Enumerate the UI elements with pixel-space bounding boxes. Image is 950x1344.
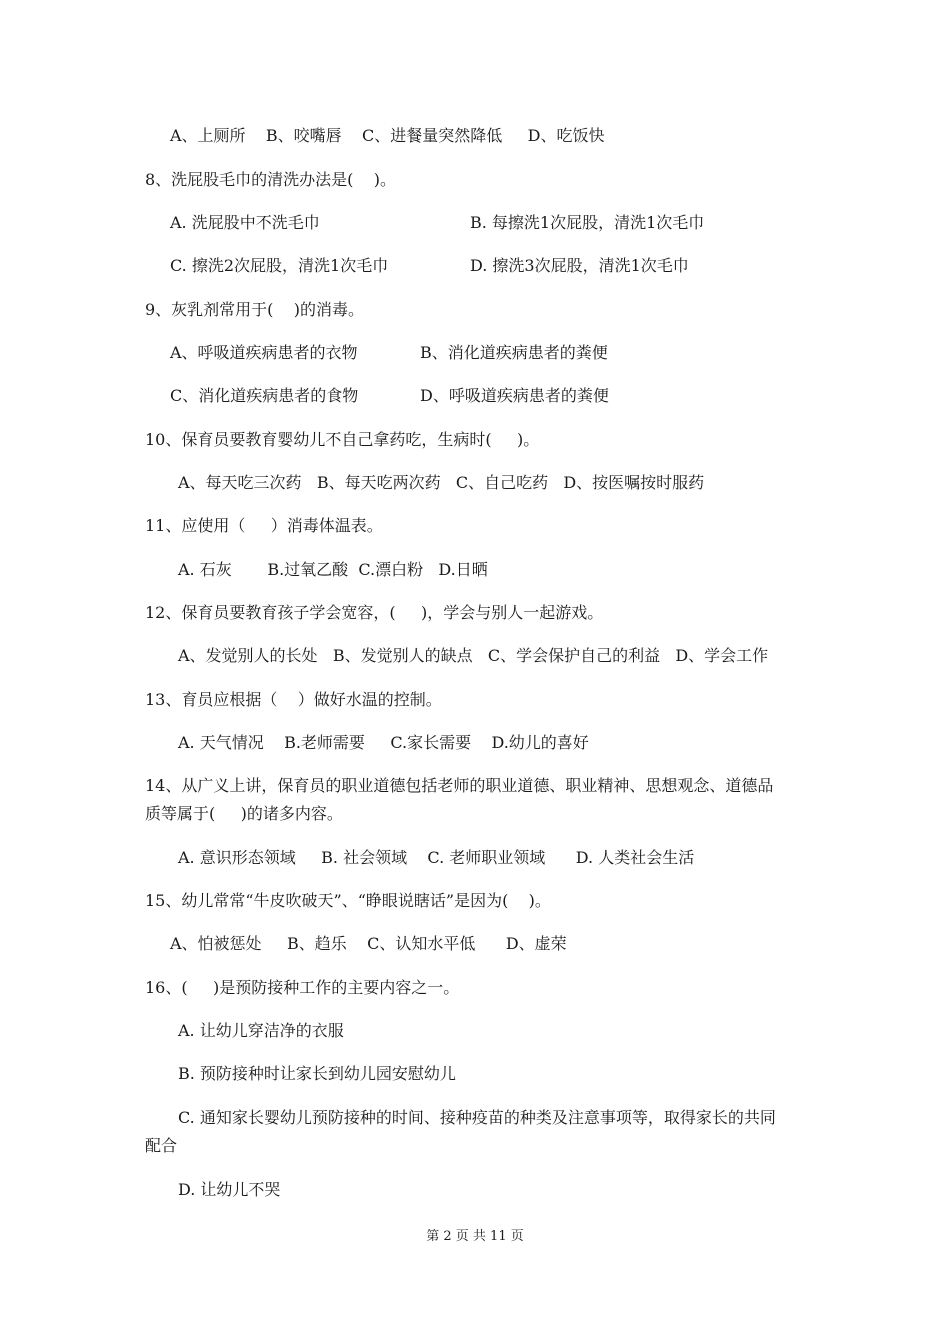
q8-option-b: B. 每擦洗1次屁股，清洗1次毛巾	[470, 213, 705, 232]
q11-question: 11、应使用（ ）消毒体温表。	[145, 516, 383, 535]
q13-question: 13、育员应根据（ ）做好水温的控制。	[145, 690, 442, 709]
q9-question: 9、灰乳剂常用于( )的消毒。	[145, 300, 365, 319]
q14-options: A. 意识形态领域 B. 社会领域 C. 老师职业领域 D. 人类社会生活	[178, 848, 695, 867]
q12-options: A、发觉别人的长处 B、发觉别人的缺点 C、学会保护自己的利益 D、学会工作	[178, 646, 769, 665]
q15-options: A、怕被惩处 B、趋乐 C、认知水平低 D、虚荣	[170, 934, 567, 953]
q16-option-c-line1: C. 通知家长婴幼儿预防接种的时间、接种疫苗的种类及注意事项等，取得家长的共同	[178, 1108, 776, 1127]
page-number: 第 2 页 共 11 页	[426, 1229, 524, 1244]
q16-option-c-line2: 配合	[145, 1136, 178, 1155]
q8-option-c: C. 擦洗2次屁股，清洗1次毛巾	[170, 256, 389, 275]
q9-option-d: D、呼吸道疾病患者的粪便	[420, 386, 609, 405]
q9-option-c: C、消化道疾病患者的食物	[170, 386, 359, 405]
q16-option-a: A. 让幼儿穿洁净的衣服	[178, 1021, 344, 1040]
q15-question: 15、幼儿常常“牛皮吹破天”、“睁眼说瞎话”是因为( )。	[145, 891, 551, 910]
q10-options: A、每天吃三次药 B、每天吃两次药 C、自己吃药 D、按医嘱按时服药	[178, 473, 705, 492]
q8-option-a: A. 洗屁股中不洗毛巾	[170, 213, 320, 232]
q16-question: 16、( )是预防接种工作的主要内容之一。	[145, 978, 460, 997]
q9-option-a: A、呼吸道疾病患者的衣物	[170, 343, 358, 362]
q10-question: 10、保育员要教育婴幼儿不自己拿药吃，生病时( )。	[145, 430, 540, 449]
q9-option-b: B、消化道疾病患者的粪便	[420, 343, 608, 362]
q11-options: A. 石灰 B.过氧乙酸 C.漂白粉 D.日晒	[178, 560, 488, 579]
q16-option-b: B. 预防接种时让家长到幼儿园安慰幼儿	[178, 1064, 456, 1083]
q12-question: 12、保育员要教育孩子学会宽容，( )，学会与别人一起游戏。	[145, 603, 604, 622]
q13-options: A. 天气情况 B.老师需要 C.家长需要 D.幼儿的喜好	[178, 733, 589, 752]
q16-option-d: D. 让幼儿不哭	[178, 1180, 281, 1199]
q14-question-line1: 14、从广义上讲，保育员的职业道德包括老师的职业道德、职业精神、思想观念、道德品	[145, 776, 774, 795]
q8-option-d: D. 擦洗3次屁股，清洗1次毛巾	[470, 256, 689, 275]
q7-options: A、上厕所 B、咬嘴唇 C、进餐量突然降低 D、吃饭快	[170, 126, 605, 145]
q8-question: 8、洗屁股毛巾的清洗办法是( )。	[145, 170, 397, 189]
q14-question-line2: 质等属于( )的诸多内容。	[145, 804, 343, 823]
